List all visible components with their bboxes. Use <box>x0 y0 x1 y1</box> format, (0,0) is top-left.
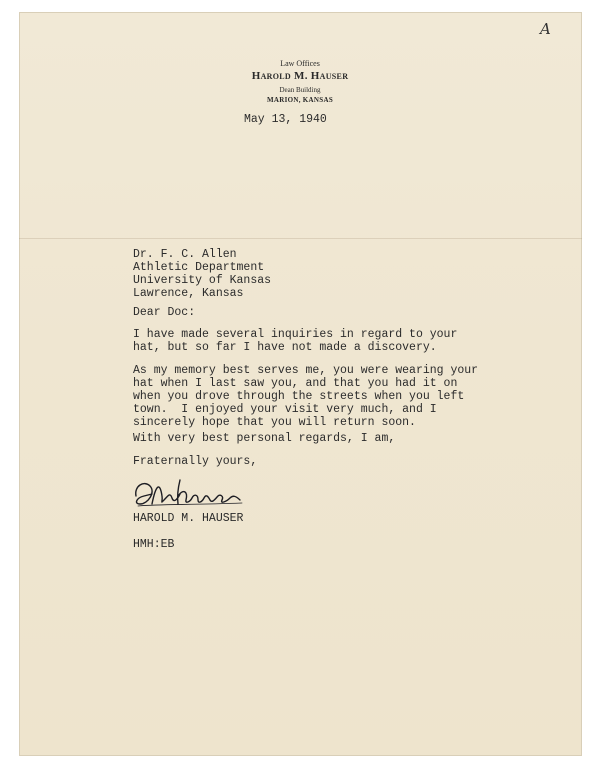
recipient-line: Athletic Department <box>133 261 265 274</box>
recipient-address <box>133 248 271 300</box>
letterhead-law-offices: Law Offices <box>280 59 320 68</box>
signature-underline <box>138 503 242 506</box>
letter-date: May 13, 1940 <box>244 113 327 126</box>
paragraph-3: With very best personal regards, I am, <box>133 432 396 445</box>
letterhead-building: Dean Building <box>279 86 321 94</box>
letterhead-city: MARION, KANSAS <box>266 96 334 104</box>
complimentary-close: Fraternally yours, <box>133 455 258 468</box>
recipient-line: Lawrence, Kansas <box>133 287 244 300</box>
recipient-line: Dr. F. C. Allen <box>133 248 237 261</box>
recipient-line: University of Kansas <box>133 274 272 287</box>
fold-line <box>19 238 582 239</box>
corner-mark: A <box>540 20 551 38</box>
paragraph-line: town. I enjoyed your visit very much, and I <box>133 403 437 416</box>
paragraph-1 <box>133 328 457 354</box>
handwritten-signature <box>130 474 250 514</box>
paragraph-line: As my memory best serves me, you were wearing your <box>133 364 479 377</box>
letterhead-name: Harold M. Hauser <box>251 70 349 82</box>
typed-name: HAROLD M. HAUSER <box>133 512 244 525</box>
paragraph-line: sincerely hope that you will return soon. <box>133 416 416 429</box>
paragraph-line: hat, but so far I have not made a discovery. <box>133 341 437 354</box>
salutation: Dear Doc: <box>133 306 196 319</box>
paragraph-line: I have made several inquiries in regard to your <box>133 328 458 341</box>
signature-stroke <box>136 480 240 504</box>
paragraph-line: hat when I last saw you, and that you had it on <box>133 377 458 390</box>
paragraph-2 <box>133 364 478 429</box>
paragraph-line: when you drove through the streets when you left <box>133 390 465 403</box>
reference-initials: HMH:EB <box>133 538 175 551</box>
